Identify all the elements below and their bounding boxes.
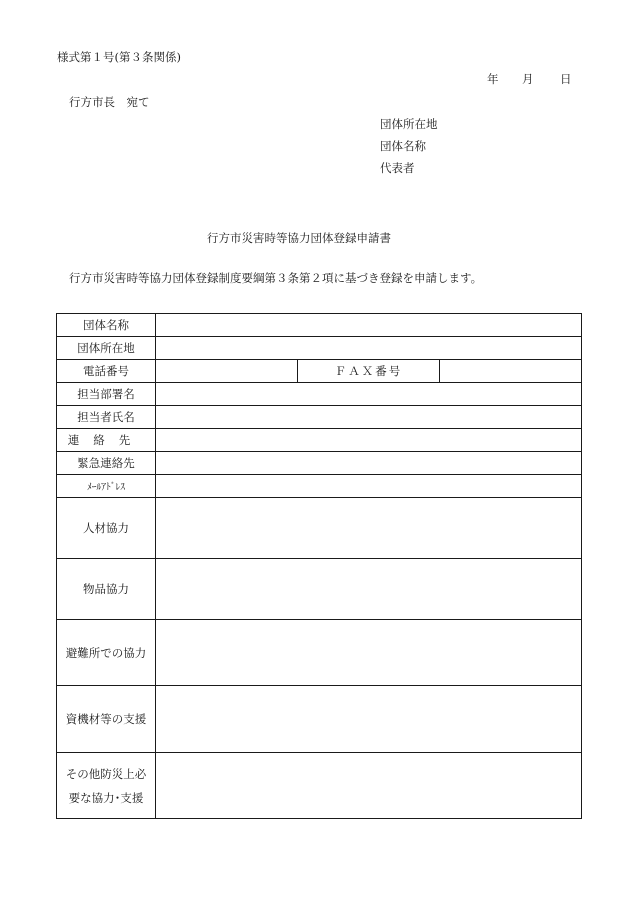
person-label: 担当者氏名	[57, 406, 156, 429]
contact-label: 連絡先	[67, 433, 145, 447]
applicant-representative-label: 代表者	[380, 161, 415, 175]
other-support-label-line1: その他防災上必	[65, 766, 147, 781]
document-title: 行方市災害時等協力団体登録申請書	[207, 231, 391, 245]
emergency-contact-field[interactable]	[156, 452, 582, 475]
addressee: 行方市長 宛て	[69, 95, 150, 109]
table-row	[57, 686, 582, 753]
table-row	[57, 753, 582, 819]
goods-label: 物品協力	[57, 559, 156, 620]
contact-field[interactable]	[156, 429, 582, 452]
table-row	[57, 314, 582, 337]
application-table	[56, 313, 582, 819]
email-label: ﾒｰﾙｱﾄﾞﾚｽ	[86, 482, 125, 493]
table-row	[57, 452, 582, 475]
applicant-address-label: 団体所在地	[380, 117, 438, 131]
intro-text: 行方市災害時等協力団体登録制度要綱第３条第２項に基づき登録を申請します。	[69, 271, 483, 285]
table-row	[57, 360, 582, 383]
other-support-label	[57, 753, 156, 819]
goods-field[interactable]	[156, 559, 582, 620]
email-label-cell	[57, 475, 156, 498]
date-year-label: 年	[487, 72, 499, 86]
table-row	[57, 406, 582, 429]
shelter-field[interactable]	[156, 620, 582, 686]
person-field[interactable]	[156, 406, 582, 429]
fax-field[interactable]	[440, 360, 582, 383]
date-day-label: 日	[560, 72, 572, 86]
email-field[interactable]	[156, 475, 582, 498]
table-row	[57, 337, 582, 360]
group-name-label: 団体名称	[57, 314, 156, 337]
table-row	[57, 383, 582, 406]
phone-label: 電話番号	[57, 360, 156, 383]
department-label: 担当部署名	[57, 383, 156, 406]
human-resources-field[interactable]	[156, 498, 582, 559]
table-row	[57, 429, 582, 452]
table-row	[57, 559, 582, 620]
other-support-field[interactable]	[156, 753, 582, 819]
shelter-label: 避難所での協力	[57, 620, 156, 686]
applicant-name-label: 団体名称	[380, 139, 426, 153]
human-resources-label: 人材協力	[57, 498, 156, 559]
date-month-label: 月	[522, 72, 534, 86]
group-address-field[interactable]	[156, 337, 582, 360]
group-name-field[interactable]	[156, 314, 582, 337]
other-support-label-line2: 要な協力･支援	[68, 790, 144, 805]
table-row	[57, 475, 582, 498]
form-number: 様式第１号(第３条関係)	[57, 50, 181, 64]
contact-label-cell	[57, 429, 156, 452]
department-field[interactable]	[156, 383, 582, 406]
table-row	[57, 498, 582, 559]
emergency-contact-label: 緊急連絡先	[57, 452, 156, 475]
table-row	[57, 620, 582, 686]
equipment-field[interactable]	[156, 686, 582, 753]
phone-field[interactable]	[156, 360, 298, 383]
group-address-label: 団体所在地	[57, 337, 156, 360]
fax-label: ＦＡＸ番号	[298, 360, 440, 383]
equipment-label: 資機材等の支援	[57, 686, 156, 753]
